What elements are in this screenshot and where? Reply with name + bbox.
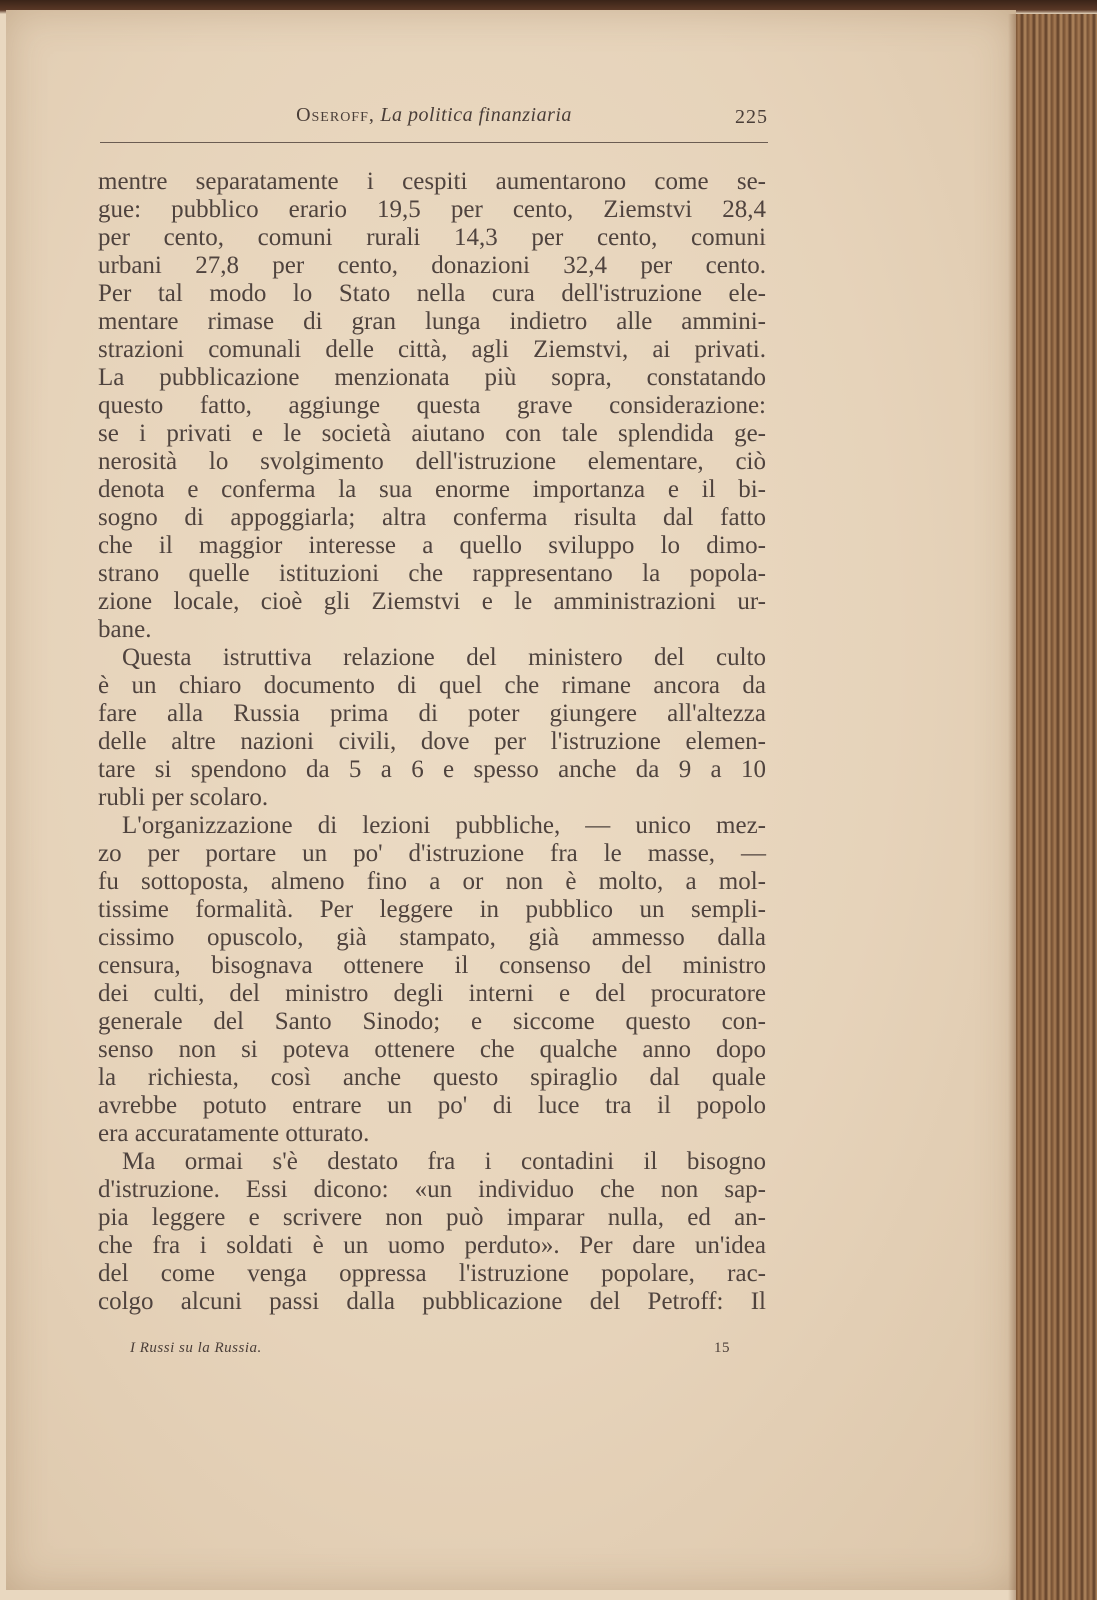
running-head-title xyxy=(100,104,768,127)
signature-number: 15 xyxy=(714,1340,730,1356)
body-text xyxy=(98,168,766,1316)
text-line: censura, bisognava ottenere il consenso del ministro xyxy=(98,952,766,979)
text-line: era accuratamente otturato. xyxy=(98,1120,370,1147)
text-line: rubli per scolaro. xyxy=(98,784,269,811)
text-line: strazioni comunali delle città, agli Ziemstvi, ai privati. xyxy=(98,336,766,363)
text-line: gue: pubblico erario 19,5 per cento, Ziemstvi 28,4 xyxy=(98,196,766,223)
text-line: colgo alcuni passi dalla pubblicazione del Petroff: Il xyxy=(98,1288,766,1315)
text-line: la richiesta, così anche questo spiraglio dal quale xyxy=(98,1064,766,1091)
text-line: nerosità lo svolgimento dell'istruzione elementare, ciò xyxy=(98,448,766,475)
text-line: Questa istruttiva relazione del ministero del culto xyxy=(122,644,766,671)
header-title: La politica finanziaria xyxy=(380,104,572,126)
text-line: zo per portare un po' d'istruzione fra le masse, — xyxy=(98,840,766,867)
text-line: se i privati e le società aiutano con tale splendida ge- xyxy=(98,420,766,447)
text-line: La pubblicazione menzionata più sopra, constatando xyxy=(98,364,766,391)
text-line: denota e conferma la sua enorme importanza e il bi- xyxy=(98,476,766,503)
text-line: strano quelle istituzioni che rappresentano la popola- xyxy=(98,560,766,587)
text-line: è un chiaro documento di quel che rimane ancora da xyxy=(98,672,766,699)
text-line: sogno di appoggiarla; altra conferma risulta dal fatto xyxy=(98,504,766,531)
text-line: Ma ormai s'è destato fra i contadini il bisogno xyxy=(122,1148,766,1175)
text-line: zione locale, cioè gli Ziemstvi e le amministrazioni ur- xyxy=(98,588,766,615)
text-line: L'organizzazione di lezioni pubbliche, — unico mez- xyxy=(122,812,766,839)
text-line: per cento, comuni rurali 14,3 per cento, comuni xyxy=(98,224,766,251)
text-line: del come venga oppressa l'istruzione popolare, rac- xyxy=(98,1260,766,1287)
text-line: avrebbe potuto entrare un po' di luce tra il popolo xyxy=(98,1092,766,1119)
text-line: mentare rimase di gran lunga indietro alle ammini- xyxy=(98,308,766,335)
text-line: questo fatto, aggiunge questa grave considerazione: xyxy=(98,392,766,419)
text-line: che fra i soldati è un uomo perduto». Per dare un'idea xyxy=(98,1232,766,1259)
text-line: delle altre nazioni civili, dove per l'istruzione elemen- xyxy=(98,728,766,755)
text-line: tare si spendono da 5 a 6 e spesso anche da 9 a 10 xyxy=(98,756,766,783)
header-author: Oseroff, xyxy=(296,104,375,126)
text-line: fu sottoposta, almeno fino a or non è molto, a mol- xyxy=(98,868,766,895)
text-line: Per tal modo lo Stato nella cura dell'istruzione ele- xyxy=(98,280,766,307)
text-line: mentre separatamente i cespiti aumentarono come se- xyxy=(98,168,766,195)
signature-mark: I Russi su la Russia. xyxy=(130,1340,262,1356)
text-line: che il maggior interesse a quello sviluppo lo dimo- xyxy=(98,532,766,559)
text-line: d'istruzione. Essi dicono: «un individuo che non sap- xyxy=(98,1176,766,1203)
text-line: pia leggere e scrivere non può imparar nulla, ed an- xyxy=(98,1204,766,1231)
text-line: fare alla Russia prima di poter giungere all'altezza xyxy=(98,700,766,727)
text-line: cissimo opuscolo, già stampato, già ammesso dalla xyxy=(98,924,766,951)
text-line: senso non si poteva ottenere che qualche anno dopo xyxy=(98,1036,766,1063)
header-rule xyxy=(100,142,768,143)
running-head xyxy=(100,104,768,134)
text-line: tissime formalità. Per leggere in pubblico un sempli- xyxy=(98,896,766,923)
page-footer xyxy=(130,1340,730,1364)
text-line: dei culti, del ministro degli interni e del procuratore xyxy=(98,980,766,1007)
page-number: 225 xyxy=(735,106,768,128)
text-line: generale del Santo Sinodo; e siccome questo con- xyxy=(98,1008,766,1035)
text-line: urbani 27,8 per cento, donazioni 32,4 per cento. xyxy=(98,252,766,279)
text-line: bane. xyxy=(98,616,152,643)
book-spine xyxy=(1016,14,1097,1600)
